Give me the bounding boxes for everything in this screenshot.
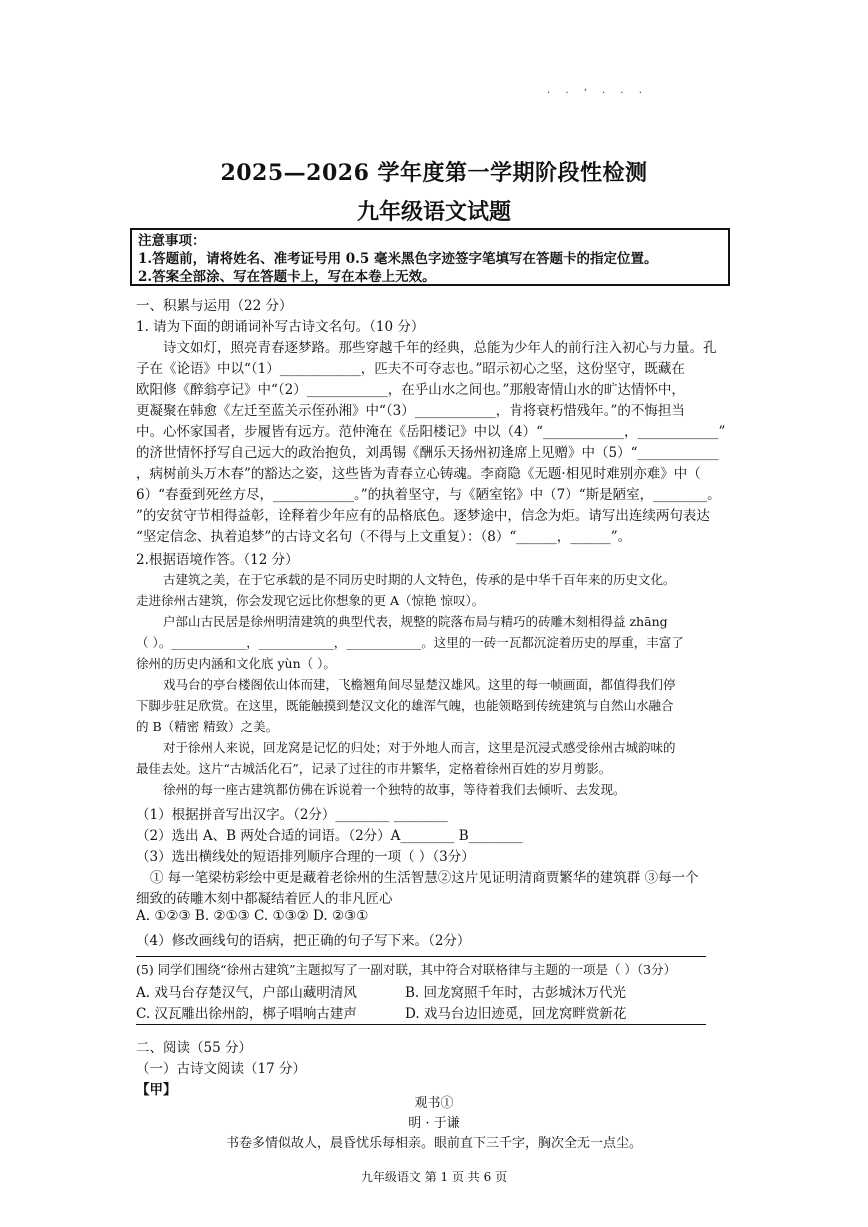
q2-line: 最佳去处。这片“古城活化石”，记录了过往的市井繁华，定格着徐州百姓的岁月剪影。 [136, 761, 612, 776]
q2-sub-line: （2）选出 A、B 两处合适的词语。（2分）A________ B________ [136, 828, 523, 844]
jia-label: 【甲】 [136, 1082, 177, 1098]
q1-line: 欧阳修《醉翁亭记》中“（2）____________，在乎山水之间也。”那般寄情山水的旷达情怀中， [136, 382, 685, 398]
q2-sub-line: 细致的砖雕木刻中都凝结着匠人的非凡匠心 [136, 891, 393, 907]
q1-line: ”的安贫守节相得益彰，诠释着少年应有的品格底色。逐梦途中，信念为炬。请写出连续两句表达 [136, 508, 710, 524]
part2-heading: 二、阅读（55 分） [136, 1040, 252, 1056]
notice-heading: 注意事项： [138, 233, 206, 249]
q2-line: 徐州的每一座古建筑都仿佛在诉说着一个独特的故事，等待着我们去倾听、去发现。 [163, 782, 626, 797]
q1-line: 诗文如灯，照亮青春逐梦路。那些穿越千年的经典，总能为少年人的前行注入初心与力量。孔 [163, 340, 717, 356]
q2-sub-line: （1）根据拼音写出汉字。（2分）________ ________ [136, 807, 448, 823]
q2-5-option-b: B. 回龙窝照千年时，古彭城沐万代光 [405, 985, 627, 1001]
q2-line: 戏马台的亭台楼阁依山体而建，飞檐翘角间尽显楚汉雄风。这里的每一帧画面，都值得我们停 [163, 677, 676, 692]
poem-text: 书卷多情似故人，晨昏忧乐每相亲。眼前直下三千字，胸次全无一点尘。 [225, 1136, 642, 1151]
q2-line: 古建筑之美，在于它承载的是不同历史时期的人文特色，传承的是中华千百年来的历史文化。 [163, 572, 676, 587]
q2-line: 的 B（精密 精致）之美。 [136, 719, 279, 734]
notice-item-1: 1.答题前，请将姓名、准考证号用 0.5 毫米黑色字迹签字笔填写在答题卡的指定位置。 [138, 251, 658, 267]
poem-title: 观书① [414, 1096, 454, 1111]
divider-top [136, 956, 706, 957]
corner-marks: · · ‘ · · · [547, 88, 648, 99]
q1-line: 6）“春蚕到死丝方尽，____________。”的执着坚守，与《陋室铭》中（7）“斯是陋室，________。 [136, 487, 721, 503]
q2-5-option-a: A. 戏马台存楚汉气，户部山藏明清风 [136, 985, 357, 1001]
q1-line: 中。心怀家国者，步履皆有远方。范仲淹在《岳阳楼记》中以（4）“____________，____________” [136, 424, 726, 440]
exam-title: 2025—2026 学年度第一学期阶段性检测 [220, 160, 648, 186]
part1-heading: 一、积累与运用（22 分） [136, 298, 293, 314]
q2-line: （ ）。____________，____________，____________。这里的一砖一瓦都沉淀着历史的厚重，丰富了 [136, 635, 684, 650]
q1-line: 子在《论语》中以“（1）____________，匹夫不可夺志也。”昭示初心之坚，这份坚守，既藏在 [136, 361, 685, 377]
q2-line: 走进徐州古建筑，你会发现它远比你想象的更 A（惊艳 惊叹）。 [136, 593, 485, 608]
part2-subheading: （一）古诗文阅读（17 分） [136, 1061, 306, 1077]
q2-line: 对于徐州人来说，回龙窝是记忆的归处；对于外地人而言，这里是沉浸式感受徐州古城韵味的 [163, 740, 676, 755]
q1-line: 更凝聚在韩愈《左迁至蓝关示侄孙湘》中“（3）____________，肯将衰朽惜残年。”的不悔担当 [136, 403, 685, 419]
q2-sub-line: ① 每一笔梁枋彩绘中更是藏着老徐州的生活智慧②这片见证明清商贾繁华的建筑群 ③每一个 [150, 870, 699, 886]
q2-5-option-d: D. 戏马台边旧迹觅，回龙窝畔赏新花 [405, 1006, 627, 1022]
q2-stem: 2.根据语境作答。（12 分） [136, 552, 299, 568]
poem-author: 明 · 于谦 [408, 1116, 460, 1131]
notice-box [130, 228, 730, 286]
q2-5-option-c: C. 汉瓦雕出徐州韵，梆子唱响古建声 [136, 1006, 357, 1022]
q2-sub-line: （3）选出横线处的短语排列顺序合理的一项（ ）（3分） [136, 849, 475, 865]
q2-line: 徐州的历史内涵和文化底 yùn（ ）。 [136, 656, 336, 671]
q1-line: ，病树前头万木春”的豁达之姿，这些皆为青春立心铸魂。李商隐《无题·相见时难别亦难》中（ [136, 466, 701, 482]
q2-line: 下脚步驻足欣赏。在这里，既能触摸到楚汉文化的雄浑气魄，也能领略到传统建筑与自然山水融合 [136, 698, 674, 713]
q2-sub-line: （4）修改画线句的语病，把正确的句子写下来。（2分） [136, 933, 471, 949]
divider-bottom [136, 1024, 706, 1025]
notice-item-2: 2.答案全部涂、写在答题卡上，写在本卷上无效。 [138, 269, 436, 285]
q1-line: 的济世情怀抒写自己远大的政治抱负，刘禹锡《酬乐天扬州初逢席上见赠》中（5）“____________ [136, 445, 719, 461]
q1-line: “坚定信念、执着追梦”的古诗文名句（不得与上文重复）：（8）“______，______”。 [136, 529, 632, 545]
exam-subtitle: 九年级语文试题 [356, 199, 511, 225]
q2-5-stem: (5) 同学们围绕“徐州古建筑”主题拟写了一副对联，其中符合对联格律与主题的一项是（ ）（3分） [136, 962, 677, 977]
q2-sub-line: A. ①②③ B. ②①③ C. ①③② D. ②③① [136, 908, 369, 924]
q2-line: 户部山古民居是徐州明清建筑的典型代表，规整的院落布局与精巧的砖雕木刻相得益 zhāng [163, 614, 668, 629]
page-footer: 九年级语文 第 1 页 共 6 页 [360, 1170, 508, 1184]
q1-stem: 1. 请为下面的朗诵词补写古诗文名句。（10 分） [136, 319, 425, 335]
